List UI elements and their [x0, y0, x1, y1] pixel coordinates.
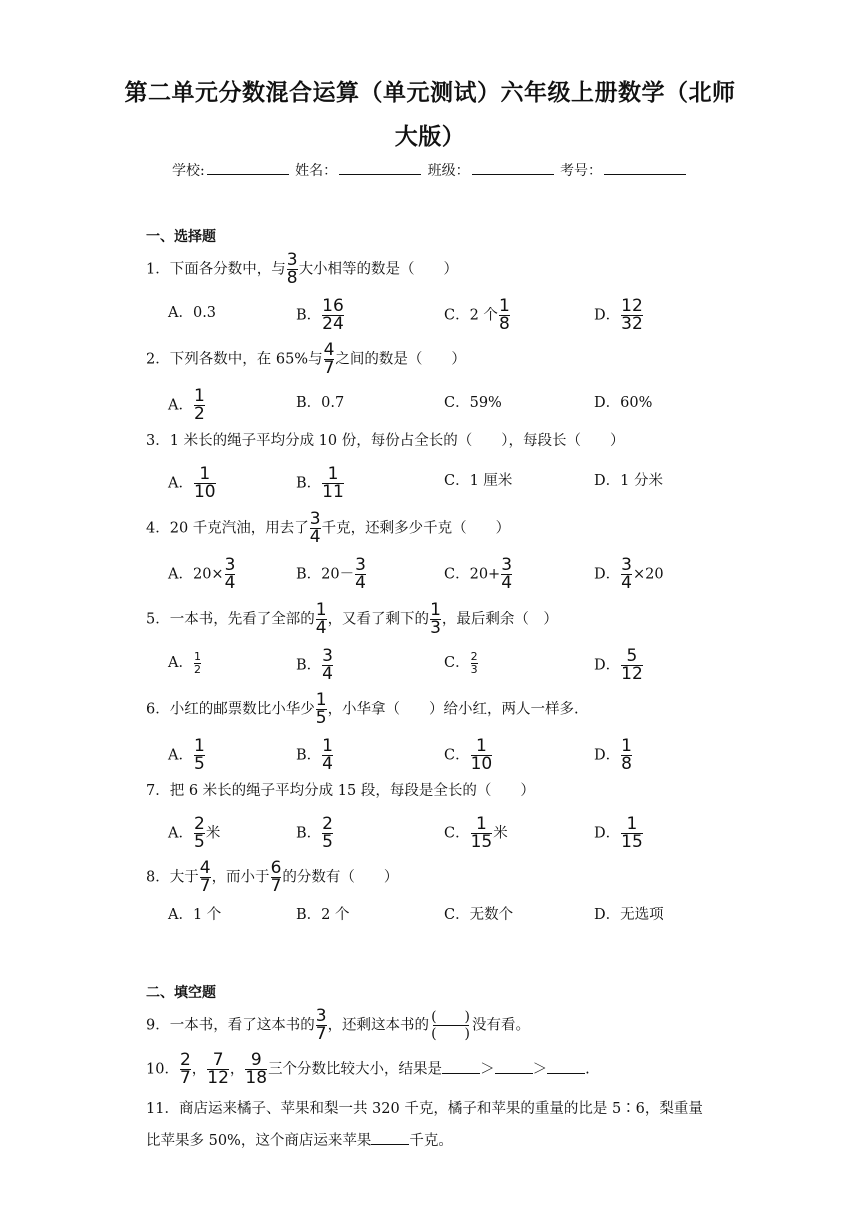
- q8-option-c[interactable]: C．无数个: [444, 907, 514, 923]
- fraction: $\frac{1}{5}$: [315, 690, 327, 728]
- q2-option-c[interactable]: C．59%: [444, 395, 502, 411]
- question-4: 4．20 千克汽油，用去了 $\frac{3}{4}$ 千克，还剩多少千克（ ）: [146, 509, 511, 547]
- q1-option-a[interactable]: A．0.3: [168, 305, 217, 321]
- section-heading-fill: 二、填空题: [146, 985, 216, 1001]
- fraction: $\frac{1}{10}$: [470, 736, 493, 774]
- q3-option-a[interactable]: A． $\frac{1}{10}$: [168, 464, 216, 502]
- fraction: $\frac{2}{7}$: [179, 1050, 191, 1088]
- question-11-continued: 比苹果多 50%，这个商店运来苹果 千克。: [146, 1126, 453, 1156]
- fraction: $\frac{3}{4}$: [621, 555, 632, 593]
- fraction: $\frac{3}{4}$: [309, 509, 321, 547]
- answer-blank[interactable]: [442, 1059, 480, 1074]
- fraction: $\frac{9}{18}$: [245, 1050, 268, 1088]
- q2-option-b[interactable]: B．0.7: [296, 395, 345, 411]
- fraction: $\frac{1}{10}$: [193, 464, 216, 502]
- fraction: $\frac{4}{7}$: [323, 340, 335, 378]
- question-3: 3．1 米长的绳子平均分成 10 份，每份占全长的（ ），每段长（ ）: [146, 433, 625, 449]
- fraction: $\frac{2}{3}$: [470, 649, 478, 676]
- fraction: $\frac{1}{8}$: [621, 736, 632, 774]
- name-label: 姓名：: [295, 163, 338, 179]
- fraction: $\frac{3}{4}$: [322, 646, 333, 684]
- name-blank[interactable]: [339, 160, 421, 175]
- fraction: $\frac{2}{5}$: [322, 814, 333, 852]
- q3-option-c[interactable]: C．1 厘米: [444, 473, 513, 489]
- answer-fraction-blank[interactable]: ( ) ( ): [431, 1009, 470, 1042]
- fraction: $\frac{1}{15}$: [621, 814, 643, 852]
- q1-option-d[interactable]: D． $\frac{12}{32}$: [594, 296, 643, 334]
- question-2: 2．下列各数中，在 65%与 $\frac{4}{7}$ 之间的数是（ ）: [146, 340, 466, 378]
- fraction: $\frac{1}{5}$: [193, 736, 205, 774]
- fraction: $\frac{5}{12}$: [621, 646, 643, 684]
- q5-option-c[interactable]: C． $\frac{2}{3}$: [444, 649, 478, 676]
- q4-option-c[interactable]: C．20+ $\frac{3}{4}$: [444, 555, 513, 593]
- fraction: $\frac{1}{15}$: [470, 814, 493, 852]
- exam-label: 考号：: [560, 163, 603, 179]
- fraction: $\frac{1}{2}$: [193, 386, 205, 424]
- q7-option-a[interactable]: A． $\frac{2}{5}$ 米: [168, 814, 221, 852]
- question-11: 11．商店运来橘子、苹果和梨一共 320 千克，橘子和苹果的重量的比是 5∶6，梨重量: [146, 1101, 703, 1117]
- fraction: $\frac{1}{11}$: [322, 464, 344, 502]
- school-label: 学校:: [171, 163, 205, 179]
- question-9: 9．一本书，看了这本书的 $\frac{3}{7}$ ，还剩这本书的 ( ) ( ) 没有看。: [146, 1006, 530, 1044]
- fraction: $\frac{4}{7}$: [199, 858, 211, 896]
- q7-option-c[interactable]: C． $\frac{1}{15}$ 米: [444, 814, 508, 852]
- student-info-line: [0, 160, 860, 180]
- fraction: $\frac{1}{8}$: [498, 296, 510, 334]
- page-title: 第二单元分数混合运算（单元测试）六年级上册数学（北师: [124, 79, 736, 106]
- fraction: $\frac{1}{3}$: [430, 600, 441, 638]
- fraction: $\frac{6}{7}$: [270, 858, 282, 896]
- q6-option-d[interactable]: D． $\frac{1}{8}$: [594, 736, 632, 774]
- q6-option-a[interactable]: A． $\frac{1}{5}$: [168, 736, 205, 774]
- answer-blank[interactable]: [495, 1059, 533, 1074]
- fraction: $\frac{1}{4}$: [315, 600, 327, 638]
- class-label: 班级：: [427, 163, 470, 179]
- fraction: $\frac{3}{4}$: [224, 555, 236, 593]
- q7-option-b[interactable]: B． $\frac{2}{5}$: [296, 814, 333, 852]
- q8-option-a[interactable]: A．1 个: [168, 907, 222, 923]
- exam-blank[interactable]: [604, 160, 686, 175]
- fraction: $\frac{1}{2}$: [193, 649, 201, 676]
- q2-option-a[interactable]: A． $\frac{1}{2}$: [168, 386, 205, 424]
- question-7: 7．把 6 米长的绳子平均分成 15 段，每段是全长的（ ）: [146, 783, 535, 799]
- fraction: $\frac{3}{7}$: [315, 1006, 327, 1044]
- question-10: 10． $\frac{2}{7}$ ， $\frac{7}{12}$ ， $\frac{9}{18}$ 三个分数比较大小，结果是 ＞ ＞ .: [146, 1050, 590, 1088]
- q5-option-b[interactable]: B． $\frac{3}{4}$: [296, 646, 333, 684]
- q3-option-b[interactable]: B． $\frac{1}{11}$: [296, 464, 344, 502]
- fraction: $\frac{12}{32}$: [621, 296, 643, 334]
- q8-option-d[interactable]: D．无选项: [594, 907, 664, 923]
- q2-option-d[interactable]: D．60%: [594, 395, 653, 411]
- q5-option-d[interactable]: D． $\frac{5}{12}$: [594, 646, 643, 684]
- fraction: $\frac{3}{4}$: [501, 555, 513, 593]
- q7-option-d[interactable]: D． $\frac{1}{15}$: [594, 814, 643, 852]
- question-6: 6．小红的邮票数比小华少 $\frac{1}{5}$ ，小华拿（ ）给小红，两人一样多.: [146, 690, 579, 728]
- answer-blank[interactable]: [371, 1130, 409, 1145]
- question-1: 1．下面各分数中，与 $\frac{3}{8}$ 大小相等的数是（ ）: [146, 250, 459, 288]
- q8-option-b[interactable]: B．2 个: [296, 907, 350, 923]
- q1-option-b[interactable]: B． $\frac{16}{24}$: [296, 296, 344, 334]
- q1-option-c[interactable]: C．2 个 $\frac{1}{8}$: [444, 296, 510, 334]
- q4-option-b[interactable]: B．20－ $\frac{3}{4}$: [296, 555, 366, 593]
- q6-option-b[interactable]: B． $\frac{1}{4}$: [296, 736, 333, 774]
- question-8: 8．大于 $\frac{4}{7}$ ，而小于 $\frac{6}{7}$ 的分数有（ ）: [146, 858, 399, 896]
- fraction: $\frac{16}{24}$: [322, 296, 344, 334]
- class-blank[interactable]: [472, 160, 554, 175]
- school-blank[interactable]: [207, 160, 289, 175]
- q5-option-a[interactable]: A． $\frac{1}{2}$: [168, 649, 201, 676]
- fraction: $\frac{7}{12}$: [207, 1050, 229, 1088]
- q4-option-d[interactable]: D． $\frac{3}{4}$ ×20: [594, 555, 664, 593]
- fraction: $\frac{3}{4}$: [355, 555, 366, 593]
- fraction: $\frac{1}{4}$: [322, 736, 333, 774]
- answer-blank[interactable]: [547, 1059, 585, 1074]
- fraction: $\frac{3}{8}$: [286, 250, 298, 288]
- fraction: $\frac{2}{5}$: [193, 814, 205, 852]
- section-heading-choice: 一、选择题: [146, 229, 216, 245]
- q4-option-a[interactable]: A．20× $\frac{3}{4}$: [168, 555, 236, 593]
- q3-option-d[interactable]: D．1 分米: [594, 473, 663, 489]
- page-title-continued: 大版）: [394, 123, 466, 150]
- q6-option-c[interactable]: C． $\frac{1}{10}$: [444, 736, 493, 774]
- question-5: 5．一本书，先看了全部的 $\frac{1}{4}$ ，又看了剩下的 $\frac{1}{3}$ ，最后剩余（ ）: [146, 600, 558, 638]
